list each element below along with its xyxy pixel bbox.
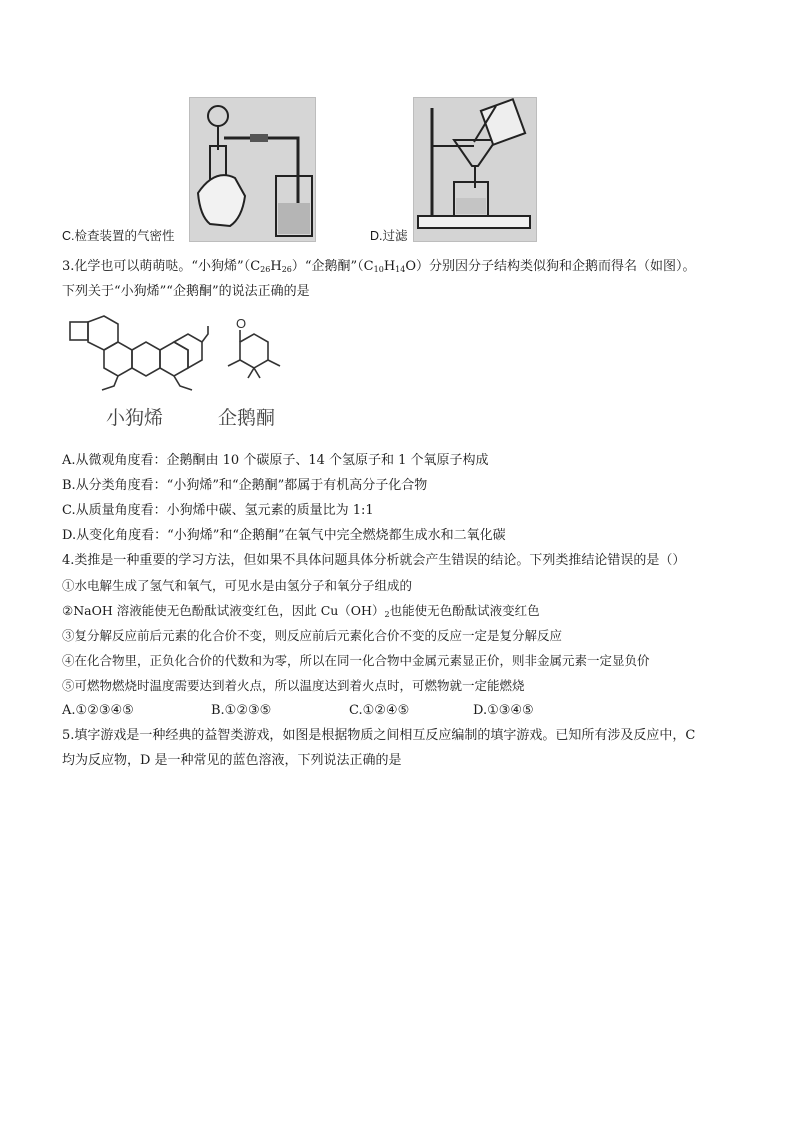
airtightness-check-photo <box>189 97 316 242</box>
item2-part-b: 也能使无色酚酞试液变红色 <box>389 603 540 618</box>
stem-part-b: ）“企鹅酮”（C <box>291 259 374 274</box>
stem-part-a: 3.化学也可以萌萌哒。“小狗烯”（C <box>62 259 261 274</box>
item2-part-a: ②NaOH 溶液能使无色酚酞试液变红色，因此 Cu（OH） <box>62 603 385 618</box>
formula-sub: 2 <box>384 610 390 619</box>
stem-part-c: O）分别因分子结构类似狗和企鹅而得名（如图）。 <box>405 259 696 274</box>
question3-option-a: A.从微观角度看：企鹅酮由 10 个碳原子、14 个氢原子和 1 个氧原子构成 <box>62 453 489 468</box>
airtightness-apparatus-drawing <box>190 98 315 241</box>
question5-stem-line2: 均为反应物，D 是一种常见的蓝色溶液，下列说法正确的是 <box>62 753 402 768</box>
formula-sub: 26 <box>260 265 271 274</box>
question4-item-3: ③复分解反应前后元素的化合价不变，则反应前后元素化合价不变的反应一定是复分解反应 <box>62 628 563 643</box>
question3-option-d: D.从变化角度看：“小狗烯”和“企鹅酮”在氧气中完全燃烧都生成水和二氧化碳 <box>62 528 506 543</box>
penguin-one-label: 企鹅酮 <box>218 407 276 429</box>
question5-stem-line1: 5.填字游戏是一种经典的益智类游戏，如图是根据物质之间相互反应编制的填字游戏。已知所有涉及反应中，C <box>62 728 696 743</box>
formula-sub: 14 <box>395 265 406 274</box>
question4-item-2 <box>62 602 540 624</box>
filtration-apparatus-drawing <box>414 98 536 241</box>
question4-item-4: ④在化合物里，正负化合价的代数和为零，所以在同一化合物中金属元素显正价，则非金属元素一定显负价 <box>62 653 650 668</box>
question3-stem-line2: 下列关于“小狗烯”“企鹅酮”的说法正确的是 <box>62 284 310 299</box>
question4-choices <box>62 702 534 720</box>
filtration-photo <box>413 97 537 242</box>
question4-item-5: ⑤可燃物燃烧时温度需要达到着火点，所以温度达到着火点时，可燃物就一定能燃烧 <box>62 678 525 693</box>
choice-b: B.①②③⑤ <box>211 703 272 718</box>
choice-d: D.①③④⑤ <box>473 703 534 718</box>
option-d-filtration-label: D.过滤 <box>370 229 408 243</box>
formula-h: H <box>383 259 396 274</box>
question4-stem: 4.类推是一种重要的学习方法，但如果不具体问题具体分析就会产生错误的结论。下列类推结论错误的是（） <box>62 553 686 568</box>
penguin-oxygen-atom: O <box>236 316 247 331</box>
question3-stem-line1 <box>62 258 696 279</box>
dog-ene-label: 小狗烯 <box>106 407 164 429</box>
structures-figure <box>62 312 292 437</box>
option-c-airtightness-label: C.检查装置的气密性 <box>62 229 175 243</box>
question4-item-1: ①水电解生成了氢气和氧气，可见水是由氢分子和氧分子组成的 <box>62 578 413 593</box>
choice-a: A.①②③④⑤ <box>62 703 134 718</box>
formula-sub: 10 <box>373 265 384 274</box>
formula-h: H <box>270 259 282 274</box>
choice-c: C.①②④⑤ <box>349 703 410 718</box>
question3-option-c: C.从质量角度看：小狗烯中碳、氢元素的质量比为 1:1 <box>62 503 374 518</box>
question3-option-b: B.从分类角度看：“小狗烯”和“企鹅酮”都属于有机高分子化合物 <box>62 478 428 493</box>
formula-sub: 26 <box>281 265 292 274</box>
